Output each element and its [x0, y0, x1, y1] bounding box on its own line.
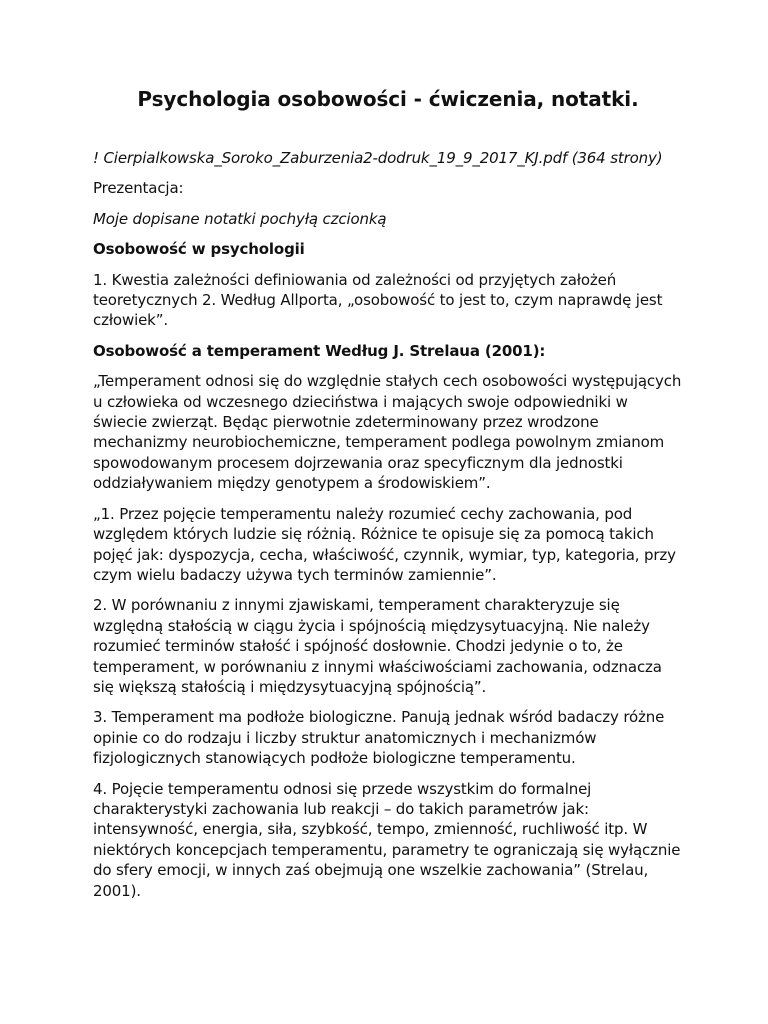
notes-hint: Moje dopisane notatki pochyłą czcionką: [93, 209, 387, 228]
source-file-reference: ! Cierpialkowska_Soroko_Zaburzenia2-dodruk_19_9_2017_KJ.pdf (364 strony): [93, 149, 663, 167]
document-title: Psychologia osobowości - ćwiczenia, notatki.: [137, 87, 639, 111]
document-page: [93, 86, 683, 911]
temperament-definition-quote: „Temperament odnosi się do względnie stałych cech osobowości występujących u człowieka od wczesnego dzieciństwa i mających swoje odpowiedniki w świecie zwierząt. Będąc pierwotnie zdeterminowany przez wrodzone mechanizmy neurobiochemiczne, temperament podlega powolnym zmianom spowodowanym procesem dojrzewania oraz specyficznym dla jednostki oddziaływaniem między genotypem a środowiskiem”.: [93, 372, 682, 493]
temperament-point-2: 2. W porównaniu z innymi zjawiskami, temperament charakteryzuje się względną stałością w ciągu życia i spójnością międzysytuacyjną. Nie należy rozumieć terminów stałość i spójność dosłownie. Chodzi jedynie o to, że temperament, w porównaniu z innymi właściwościami zachowania, odznacza się większą stałością i międzysytuacyjną spójnością”.: [93, 596, 662, 696]
presentation-label: Prezentacja:: [93, 179, 184, 198]
section-heading-temperament: Osobowość a temperament Według J. Strelaua (2001):: [93, 341, 546, 360]
temperament-point-3: 3. Temperament ma podłoże biologiczne. Panują jednak wśród badaczy różne opinie co do rodzaju i liczby struktur anatomicznych i mechanizmów fizjologicznych stanowiących podłoże biologiczne temperamentu.: [93, 708, 665, 768]
section-text-personality: 1. Kwestia zależności definiowania od zależności od przyjętych założeń teoretycznych 2. Według Allporta, „osobowość to jest to, czym naprawdę jest człowiek”.: [93, 270, 663, 330]
temperament-point-1: „1. Przez pojęcie temperamentu należy rozumieć cechy zachowania, pod względem których ludzie się różnią. Różnice te opisuje się za pomocą takich pojęć jak: dyspozycja, cecha, właściwość, czynnik, wymiar, typ, kategoria, przy czym wielu badaczy używa tych terminów zamiennie”.: [93, 504, 676, 584]
section-heading-personality: Osobowość w psychologii: [93, 240, 305, 259]
temperament-point-4: 4. Pojęcie temperamentu odnosi się przede wszystkim do formalnej charakterystyki zachowania lub reakcji – do takich parametrów jak: intensywność, energia, siła, szybkość, tempo, zmienność, ruchliwość itp. W niektórych koncepcjach temperamentu, parametry te ograniczają się wyłącznie do sfery emocji, w innych zaś obejmują one wszelkie zachowania” (Strelau, 2001).: [93, 779, 681, 900]
